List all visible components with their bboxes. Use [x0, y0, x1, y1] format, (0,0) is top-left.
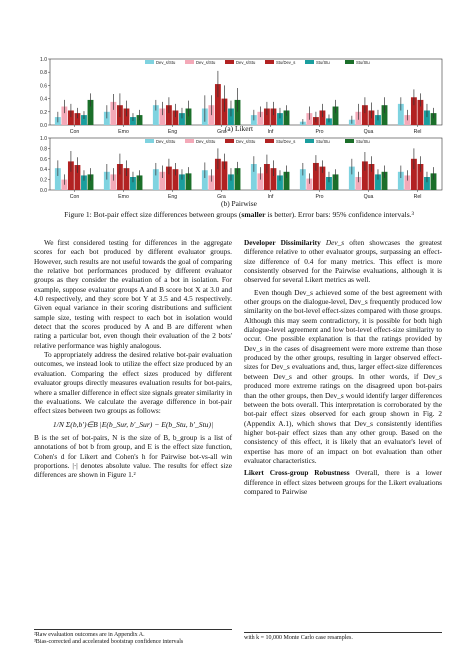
legend-swatch: [145, 60, 154, 64]
legend-label: Stu/Dev_s: [276, 60, 296, 65]
x-tick-label: Gra: [217, 129, 226, 135]
y-tick-label: 0.8: [40, 146, 47, 153]
y-tick-label: 0.4: [40, 96, 47, 103]
y-tick-label: 0.2: [40, 109, 47, 116]
x-tick-label: Qua: [363, 194, 374, 200]
paragraph: To appropriately address the desired relative bot-pair evaluation outcomes, we instead look to utilize the effect size produced by an evaluation. Comparing the effect sizes produced by different evaluator groups directly measures evaluation results for bot-pairs, where a smaller difference in effect size signals greater similarity in the evaluations. We calculate the average difference in bot-pair effect sizes between two groups as follows:: [34, 350, 232, 416]
figure-caption: Figure 1: Bot-pair effect size differences between groups (smaller is better). Error bars: 95% confidence intervals.³: [64, 210, 414, 219]
legend-swatch: [305, 139, 314, 143]
legend-label: Stu/Stu: [316, 60, 330, 65]
x-tick-label: Gra: [217, 194, 226, 200]
y-tick-label: 0.8: [40, 70, 47, 77]
legend-label: Dev_s/Stu: [196, 139, 216, 144]
x-tick-label: Pro: [315, 194, 324, 200]
left-column: [34, 238, 232, 480]
paragraph: Even though Dev_s achieved some of the best agreement with other groups on the dialogue-level, Dev_s frequently produced low similarity on the bot-level effect-sizes compared with those groups. Although this may seem contradictory, it is possible for both high dialogue-level agreement and low bot-level effect-size similarity to occur. One possible explanation is that the ratings provided by Dev_s in the cases of disagreement were more extreme than those produced by the other groups, resulting in larger observed effect-sizes for Dev_s evaluations and, thus, larger effect-size differences between Dev_s and other groups. In other words, if Dev_s produced more extreme ratings on the disagreed upon bot-pairs than the other groups, then Dev_s would identify larger differences between the bots overall. This interpretation is corroborated by the bot-pair effect sizes observed for each group shown in Fig. 2 (Appendix A.1), which shows that Dev_s consistently identifies higher bot-pair effect sizes than any other group. Based on the consistency of this effect, it is likely that an evaluator's level of expertise has more of an impact on bot evaluation than other evaluator characteristics.: [244, 287, 442, 465]
x-tick-label: Eng: [167, 194, 178, 200]
y-tick-label: 1.0: [40, 57, 47, 63]
x-tick-label: Rel: [413, 129, 422, 135]
legend-label: Stu/Stu: [356, 139, 370, 144]
legend-swatch: [145, 139, 154, 143]
legend-swatch: [185, 60, 194, 64]
paragraph: Developer Dissimilarity Dev_s often showcases the greatest difference relative to other evaluator groups, surpassing an effect-size difference of 0.4 for many metrics. This effect is more consistently observed for the Pairwise evaluations, although it is observed for several Likert metrics as well.: [244, 238, 442, 285]
legend-label: Dev_s/Stu: [236, 60, 256, 65]
x-tick-label: Con: [69, 129, 80, 135]
legend-label: Dev_s/Stu: [156, 60, 176, 65]
var: Dev_s: [325, 238, 345, 247]
paragraph: Likert Cross-group Robustness Overall, there is a lower difference in effect sizes between groups for the Likert evaluations compared to Pairwise: [244, 468, 442, 496]
footnote-right: with k = 10,000 Monte Carlo case resamples.: [244, 632, 442, 642]
y-tick-label: 0.2: [40, 177, 47, 184]
footnotes-left: [34, 629, 232, 647]
legend-label: Dev_s/Stu: [236, 139, 256, 144]
x-tick-label: Rel: [413, 194, 422, 200]
x-tick-label: Eng: [167, 129, 178, 135]
section-heading: Developer Dissimilarity: [244, 238, 321, 247]
pairwise-bar-chart: [34, 134, 444, 202]
y-tick-label: 0.6: [40, 83, 47, 90]
y-tick-label: 0.0: [40, 123, 47, 129]
x-tick-label: Con: [69, 194, 80, 200]
x-tick-label: Emo: [118, 194, 129, 200]
legend-swatch: [265, 60, 274, 64]
legend-swatch: [345, 139, 354, 143]
legend-swatch: [225, 139, 234, 143]
y-tick-label: 0.6: [40, 156, 47, 163]
x-tick-label: Inf: [267, 194, 274, 200]
paragraph: B is the set of bot-pairs, N is the size of B, b_group is a list of annotations of bot b from group, and E is the effect size function, Cohen's d for Likert and Cohen's h for Pairwise bot-vs-all win proportions. |·| denotes absolute value. The results for effect size differences are shown in Figure 1.²: [34, 432, 232, 480]
right-column: [244, 238, 442, 496]
section-heading: Likert Cross-group Robustness: [244, 468, 350, 478]
x-tick-label: Pro: [315, 129, 324, 135]
x-tick-label: Emo: [118, 129, 129, 135]
y-tick-label: 0.4: [40, 167, 47, 174]
x-tick-label: Qua: [363, 129, 374, 135]
legend-swatch: [265, 139, 274, 143]
legend-label: Stu/Stu: [356, 60, 370, 65]
paragraph: We first considered testing for differences in the aggregate scores for each bot produced by different evaluator groups. However, such results are not useful towards the goal of comparing the relative bot performances produced by different evaluator groups as they consider the evaluation of a bot in isolation. For example, suppose evaluator groups A and B score bot X at 3.0 and 4.0 respectively, and they score bot Y at 3.5 and 4.5 respectively. Given equal variance in their scoring distributions and sufficient sample size, testing with respect to each bot in isolation would detect that the scores produced by A and B are different when rating a particular bot, even though their evaluation of the 2 bots' relative performance was highly analogous.: [34, 238, 232, 350]
equation: 1/N Σ(b,b′)∈B |E(b_Sur, b′_Sur) − E(b_Stu, b′_Stu)|: [52, 419, 214, 429]
legend-label: Dev_s/Stu: [156, 139, 176, 144]
legend-swatch: [305, 60, 314, 64]
legend-label: Stu/Stu: [316, 139, 330, 144]
y-tick-label: 0.0: [40, 188, 47, 194]
footnote: ³Bias-corrected and accelerated bootstrap confidence intervals: [34, 639, 184, 646]
legend-label: Stu/Dev_s: [276, 139, 296, 144]
footnote: ²Raw evaluation outcomes are in Appendix A.: [34, 632, 145, 638]
legend-swatch: [225, 60, 234, 64]
x-tick-label: Inf: [267, 129, 274, 135]
subfigure-caption-a: (a) Likert: [224, 124, 254, 133]
legend-swatch: [185, 139, 194, 143]
subfigure-caption-b: (b) Pairwise: [221, 199, 257, 208]
legend-label: Dev_s/Stu: [196, 60, 216, 65]
legend-swatch: [345, 60, 354, 64]
y-tick-label: 1.0: [40, 136, 47, 142]
